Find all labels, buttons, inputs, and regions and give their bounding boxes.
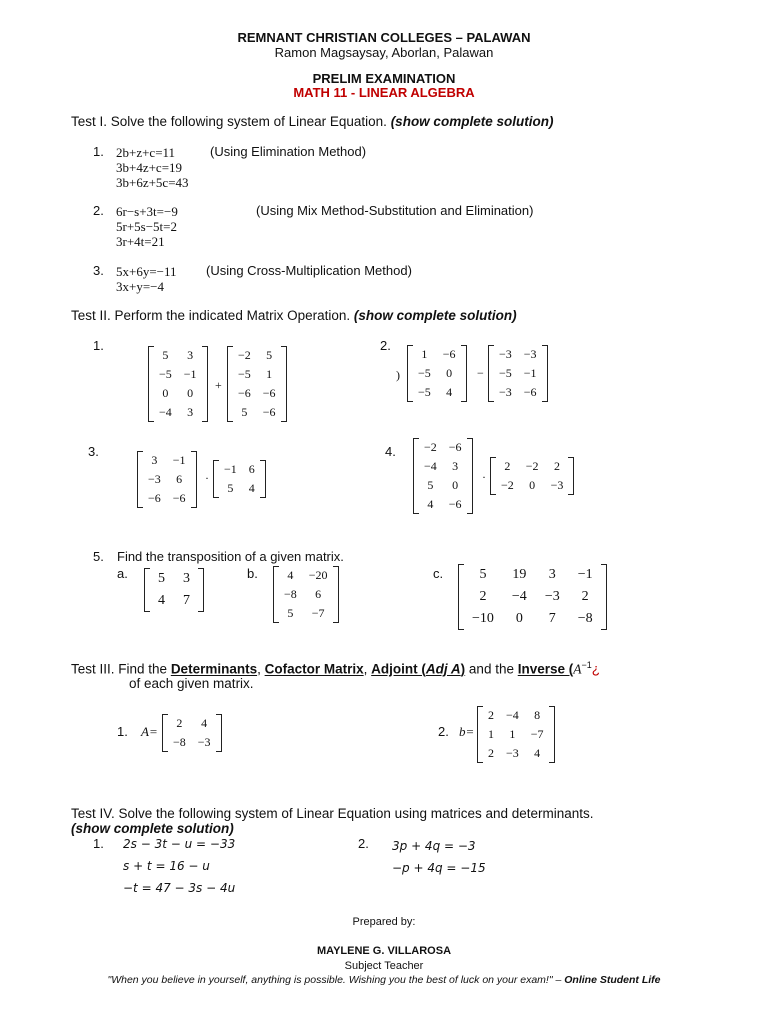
teacher-role: Subject Teacher	[344, 960, 424, 972]
matrix-1a	[148, 346, 208, 422]
matrix-cell: −6	[448, 440, 462, 454]
matrix-cell: −1	[523, 366, 537, 380]
matrix-cell: 4	[427, 497, 434, 511]
matrix-cell: 0	[162, 386, 169, 400]
matrix-b-label: b=	[459, 724, 475, 739]
matrix-cell: 2	[553, 459, 560, 473]
matrix-cell: 3	[187, 405, 194, 419]
matrix-cell: 2	[504, 459, 511, 473]
matrix-cell: 1	[266, 367, 273, 381]
test1-item3-method: (Using Cross-Multiplication Method)	[206, 263, 412, 278]
matrix-cell: −6	[448, 497, 462, 511]
matrix-cell: −5	[499, 366, 512, 380]
test1-title: Test I. Solve the following system of Linear Equation. (show complete solution)	[71, 114, 554, 129]
paren-mark: )	[396, 368, 400, 382]
test2-title: Test II. Perform the indicated Matrix Operation. (show complete solution)	[71, 308, 517, 323]
matrix-4b	[490, 457, 574, 495]
matrix-cell: −1	[183, 367, 197, 381]
test1-item2-num: 2.	[93, 203, 104, 218]
matrix-cell: −1	[172, 453, 186, 467]
matrix-cell: 5	[158, 571, 165, 586]
matrix-cell: 3	[183, 571, 190, 586]
matrix-cell: 4	[158, 593, 165, 608]
test1-item3-num: 3.	[93, 263, 104, 278]
matrix-cell: 2	[488, 708, 494, 722]
matrix-3a	[137, 451, 197, 508]
matrix-cell: −8	[577, 611, 593, 626]
matrix-A	[162, 714, 222, 752]
matrix-cell: −3	[523, 347, 537, 361]
test4-item2-equations: 3p + 4q = −3 −p + 4q = −15	[392, 839, 486, 875]
matrix-cell: 1	[488, 727, 494, 741]
matrix-cell: −6	[262, 386, 276, 400]
test4-item2-num: 2.	[358, 836, 369, 851]
matrix-cell: 1	[509, 727, 516, 741]
matrix-cell: 5	[287, 606, 294, 620]
subject-title: MATH 11 - LINEAR ALGEBRA	[293, 85, 475, 100]
matrix-cell: 1	[421, 347, 428, 361]
test2-item5-num: 5.	[93, 549, 104, 564]
test2-item5-text: Find the transposition of a given matrix.	[117, 549, 344, 564]
matrix-5a	[144, 568, 204, 612]
matrix-cell: −3	[148, 472, 161, 486]
matrix-cell: −3	[506, 746, 519, 760]
matrix-cell: 0	[529, 478, 536, 492]
matrix-cell: −8	[173, 735, 186, 749]
test4-title: Test IV. Solve the following system of Linear Equation using matrices and determinants.	[71, 806, 594, 821]
matrix-cell: −6	[172, 491, 186, 505]
teacher-name: MAYLENE G. VILLAROSA	[316, 945, 452, 957]
matrix-cell: −3	[544, 589, 560, 604]
matrix-cell: 2	[581, 589, 589, 604]
matrix-cell: −6	[148, 491, 161, 505]
matrix-cell: −8	[284, 587, 297, 601]
matrix-cell: 4	[534, 746, 541, 760]
test3-item2-num: 2.	[438, 724, 449, 739]
matrix-cell: −6	[262, 405, 276, 419]
matrix-cell: −6	[523, 385, 537, 399]
matrix-cell: −6	[442, 347, 456, 361]
dot-operator: ·	[205, 471, 209, 485]
matrix-cell: −4	[511, 589, 527, 604]
matrix-cell: 2	[176, 716, 183, 730]
test2-item1-num: 1.	[93, 338, 104, 353]
matrix-cell: 0	[187, 386, 194, 400]
test4-item1-num: 1.	[93, 836, 104, 851]
matrix-cell: 6	[176, 472, 183, 486]
matrix-cell: −3	[499, 347, 512, 361]
school-name: REMNANT CHRISTIAN COLLEGES – PALAWAN	[237, 30, 531, 45]
matrix-cell: 5	[479, 567, 487, 582]
test3-title: Test III. Find the Determinants, Cofactor Matrix, Adjoint (Adj A) and the Inverse ($A^{-1}¿$	[71, 660, 601, 677]
matrix-cell: −7	[311, 606, 325, 620]
matrix-cell: −1	[577, 567, 593, 582]
matrix-cell: −2	[424, 440, 437, 454]
matrix-cell: 3	[151, 453, 158, 467]
matrix-cell: −4	[424, 459, 437, 473]
matrix-cell: −5	[418, 366, 431, 380]
matrix-cell: 8	[534, 708, 541, 722]
matrix-cell: 5	[162, 348, 169, 362]
matrix-5c	[458, 564, 607, 630]
test1-item1-method: (Using Elimination Method)	[210, 144, 367, 159]
matrix-cell: −4	[159, 405, 172, 419]
test1-item2-equations: 6r−s+3t=−9 5r+5s−5t=2 3r+4t=21	[116, 204, 178, 249]
test4-instruction: (show complete solution)	[71, 821, 234, 836]
matrix-cell: 7	[548, 611, 556, 626]
matrix-cell: 0	[515, 611, 523, 626]
matrix-cell: 5	[227, 481, 234, 495]
matrix-4a	[413, 438, 473, 514]
test2-item4-num: 4.	[385, 444, 396, 459]
matrix-cell: −3	[499, 385, 512, 399]
minus-operator: −	[477, 366, 484, 380]
matrix-cell: 2	[479, 589, 487, 604]
matrix-5b	[273, 566, 339, 623]
matrix-cell: 0	[452, 478, 459, 492]
matrix-cell: 4	[248, 481, 255, 495]
matrix-cell: 4	[446, 385, 453, 399]
matrix-cell: 6	[315, 587, 322, 601]
matrix-cell: −5	[238, 367, 251, 381]
prepared-by: Prepared by:	[352, 916, 416, 928]
matrix-cell: −6	[238, 386, 251, 400]
label-a: a.	[117, 566, 128, 581]
test1-item3-equations: 5x+6y=−11 3x+y=−4	[116, 264, 177, 294]
matrix-cell: −4	[506, 708, 519, 722]
test2-item2-num: 2.	[380, 338, 391, 353]
matrix-1b	[227, 346, 287, 422]
exam-title: PRELIM EXAMINATION	[312, 71, 456, 86]
test2-item3-num: 3.	[88, 444, 99, 459]
test3-item1-num: 1.	[117, 724, 128, 739]
matrix-cell: 0	[446, 366, 453, 380]
matrix-cell: −2	[238, 348, 251, 362]
label-b: b.	[247, 566, 258, 581]
matrix-2b	[488, 345, 548, 402]
matrix-cell: −5	[418, 385, 431, 399]
matrix-cell: −2	[525, 459, 539, 473]
test1-item1-equations: 2b+z+c=11 3b+4z+c=19 3b+6z+5c=43	[116, 145, 189, 190]
matrix-cell: −3	[197, 735, 211, 749]
matrix-cell: 7	[183, 593, 190, 608]
matrix-b	[477, 706, 555, 763]
school-address: Ramon Magsaysay, Aborlan, Palawan	[274, 45, 494, 60]
dot-operator-2: ·	[482, 470, 486, 484]
matrix-cell: 3	[452, 459, 459, 473]
matrix-3b	[213, 460, 266, 498]
matrix-2a	[407, 345, 467, 402]
matrix-cell: 6	[248, 462, 255, 476]
matrix-cell: 4	[201, 716, 208, 730]
matrix-cell: 5	[241, 405, 248, 419]
matrix-cell: −20	[308, 568, 328, 582]
test3-subtitle: of each given matrix.	[129, 676, 254, 691]
matrix-cell: 19	[512, 567, 527, 582]
matrix-cell: 2	[488, 746, 494, 760]
matrix-cell: −10	[472, 611, 494, 626]
matrix-cell: 5	[266, 348, 273, 362]
matrix-cell: 4	[287, 568, 294, 582]
test1-item2-method: (Using Mix Method-Substitution and Elimination)	[256, 203, 534, 218]
matrix-cell: −2	[501, 478, 514, 492]
matrix-cell: −5	[159, 367, 172, 381]
matrix-cell: 3	[548, 567, 556, 582]
plus-operator: +	[215, 378, 222, 392]
test1-item1-num: 1.	[93, 144, 104, 159]
matrix-cell: 5	[427, 478, 434, 492]
matrix-cell: −3	[550, 478, 564, 492]
label-c: c.	[433, 566, 444, 581]
matrix-cell: −7	[530, 727, 544, 741]
footer-quote: "When you believe in yourself, anything is possible. Wishing you the best of luck on your exam!" – Online Student Life	[107, 974, 661, 986]
matrix-cell: 3	[187, 348, 194, 362]
test4-item1-equations: 2s − 3t − u = −33 s + t = 16 − u −t = 47 − 3s − 4u	[123, 837, 236, 895]
matrix-cell: −1	[224, 462, 237, 476]
matrix-A-label: A=	[141, 724, 158, 739]
